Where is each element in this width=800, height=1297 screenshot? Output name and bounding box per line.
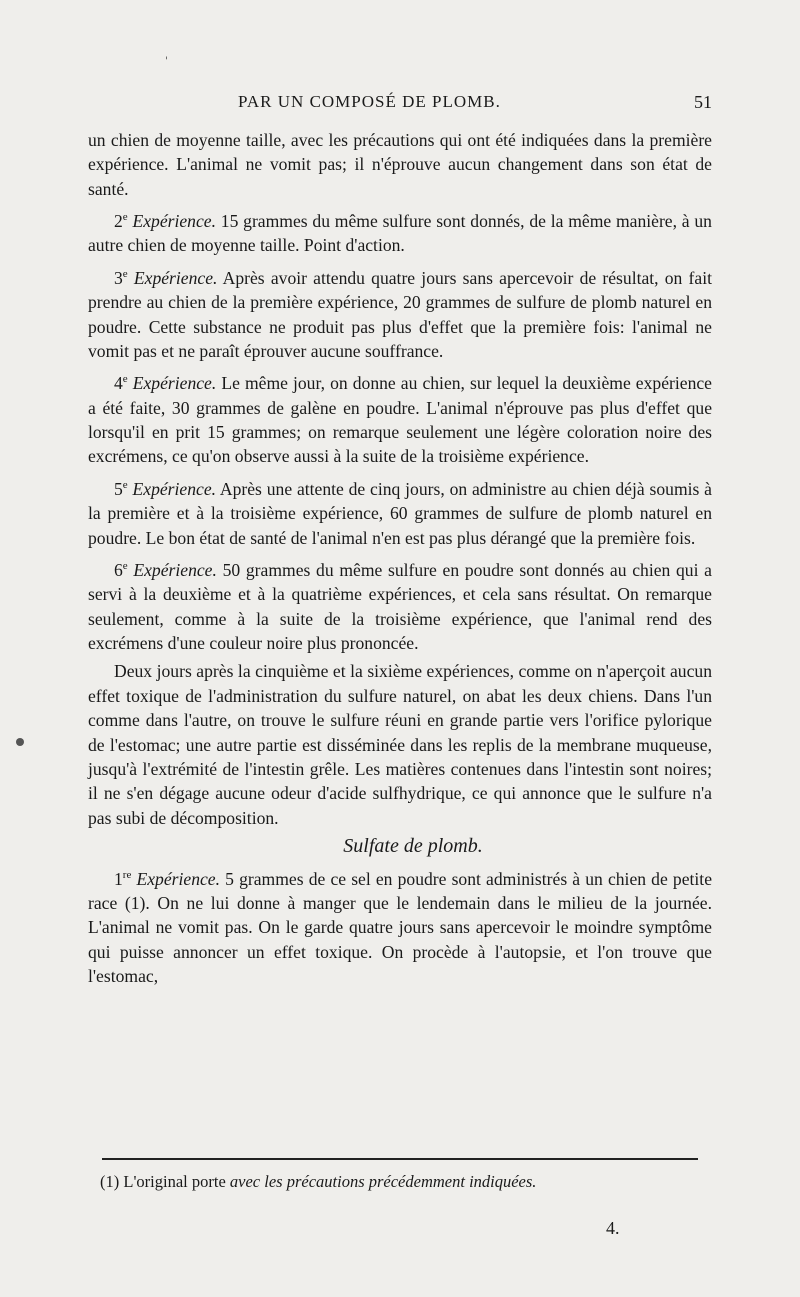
experience-2 <box>88 205 712 258</box>
footnote-marker: (1) <box>100 1172 120 1191</box>
conclusion-paragraph: Deux jours après la cinquième et la sixième expériences, comme on n'aperçoit aucun effet toxique de l'administration du sulfure naturel, on abat les deux chiens. Dans l'un comme dans l'autre, on trouve le sulfure réuni en grande partie vers l'orifice pylorique de l'estomac; une autre partie est disséminée dans les replis de la membrane muqueuse, jusqu'à l'extrémité de l'intestin grêle. Les matières contenues dans l'intestin sont noires; il ne s'en dégage aucune odeur d'acide sulfhydrique, ce qui annonce que le sulfure n'a pas subi de décomposition. <box>88 661 712 828</box>
experience-text: Après une attente de cinq jours, on administre au chien déjà soumis à la première et à la troisième expérience, 60 grammes de sulfure de plomb naturel en poudre. Le bon état de santé de l'animal n'en est pas plus dérangé que la première fois. <box>88 478 712 548</box>
experience-number: 3e <box>114 267 128 288</box>
experience-label: Expérience. <box>133 559 217 580</box>
experience-label: Expérience. <box>132 478 217 499</box>
experience-3 <box>88 262 712 363</box>
section-title: Sulfate de plomb. <box>343 835 483 858</box>
experience-label: Expérience. <box>132 373 217 394</box>
experience-number: 6e <box>114 559 128 580</box>
experience-number: 1re <box>114 868 132 889</box>
body-text <box>88 128 712 993</box>
experience-text: 15 grammes du même sulfure sont donnés, de la même manière, à un autre chien de moyenne taille. Point d'action. <box>88 211 712 256</box>
running-title: PAR UN COMPOSÉ DE PLOMB. <box>238 92 501 111</box>
footnote-text: L'original porte <box>123 1172 226 1191</box>
experience-label: Expérience. <box>133 267 218 288</box>
signature-mark: 4. <box>606 1218 620 1238</box>
experience-5 <box>88 473 712 550</box>
experience-number: 5e <box>114 478 128 499</box>
ink-spot <box>16 738 24 746</box>
sulfate-experience-1 <box>88 863 712 989</box>
experience-number: 2e <box>114 211 128 232</box>
footnote-italic-text: avec les précautions précédemment indiquées. <box>229 1172 537 1191</box>
experience-4 <box>88 367 712 468</box>
experience-text: Après avoir attendu quatre jours sans apercevoir de résultat, on fait prendre au chien de la première expérience, 20 grammes de sulfure de plomb naturel en poudre. Cette substance ne produit pas plus d'effet que la première fois: l'animal ne vomit pas et ne paraît éprouver aucune souffrance. <box>88 267 712 361</box>
experience-label: Expérience. <box>132 211 216 232</box>
page-number: 51 <box>694 92 712 112</box>
print-mark: ' <box>165 56 168 67</box>
paragraph-continued: un chien de moyenne taille, avec les précautions qui ont été indiquées dans la première expérience. L'animal ne vomit pas; il n'éprouve aucun changement dans son état de santé. <box>88 130 712 199</box>
experience-text: 50 grammes du même sulfure en poudre sont donnés au chien qui a servi à la deuxième et à la quatrième expériences, et cela sans résultat. On remarque seulement, comme à la suite de la troisième expérience, que l'animal rend des excrémens d'une couleur noire plus prononcée. <box>88 559 712 654</box>
experience-6 <box>88 554 712 655</box>
footnote <box>100 1172 710 1192</box>
experience-text: 5 grammes de ce sel en poudre sont administrés à un chien de petite race (1). On ne lui donne à manger que le lendemain dans le milieu de la journée. L'animal ne vomit pas. On le garde quatre jours sans apercevoir le moindre symptôme qui puisse annoncer un effet toxique. On procède à l'autopsie, et l'on trouve que l'estomac, <box>88 868 713 987</box>
experience-text: Le même jour, on donne au chien, sur lequel la deuxième expérience a été faite, 30 grammes de galène en poudre. L'animal n'éprouve pas plus d'effet que lorsqu'il en prit 15 grammes; on remarque seulement une légère coloration noire des excrémens, ce qu'on observe aussi à la suite de la troisième expérience. <box>88 373 712 467</box>
footnote-divider <box>102 1158 698 1160</box>
experience-number: 4e <box>114 373 128 394</box>
experience-label: Expérience. <box>136 868 221 889</box>
